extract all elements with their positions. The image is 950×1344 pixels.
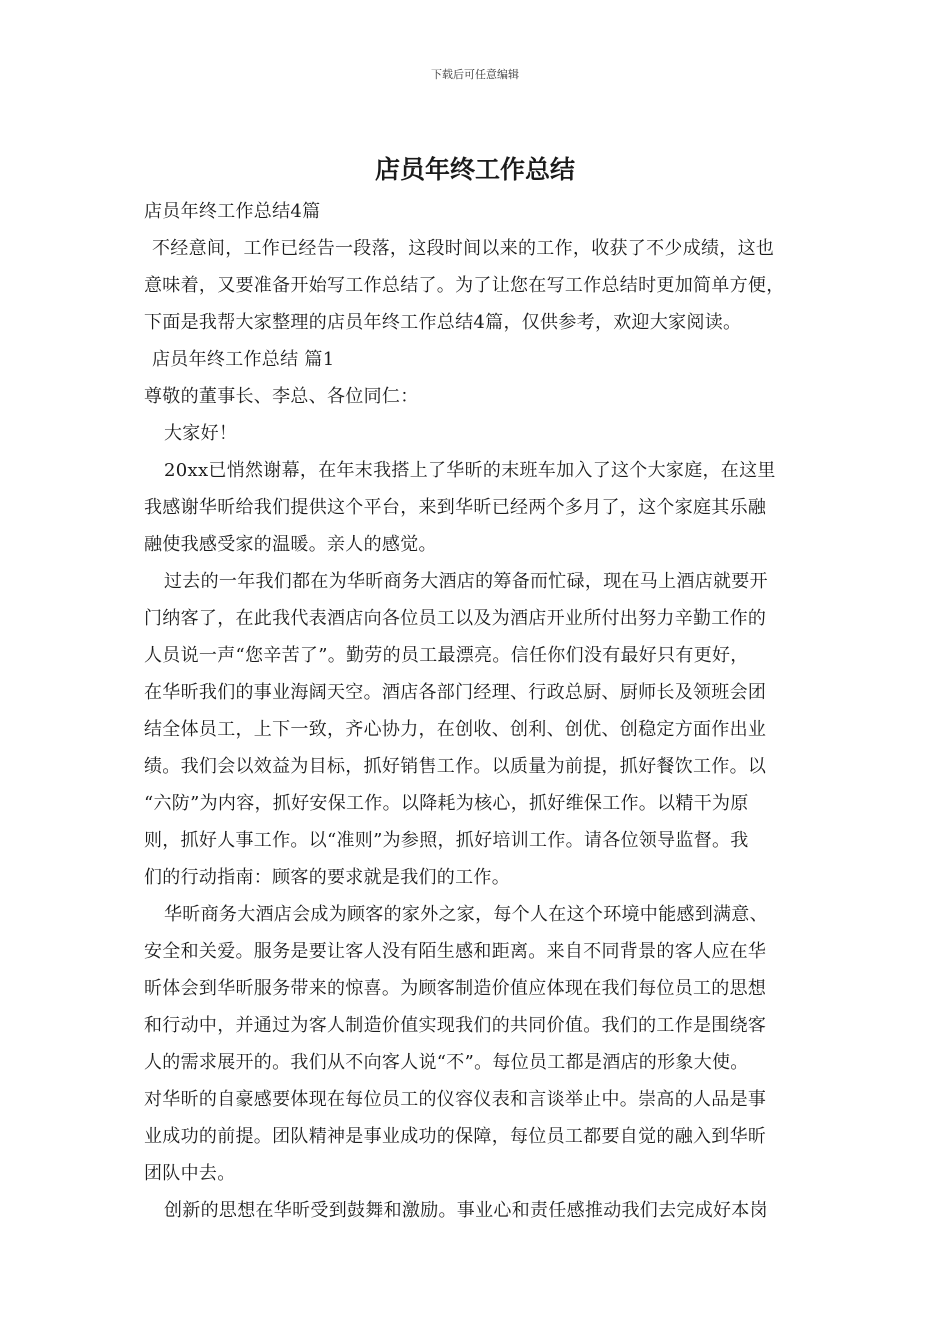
paragraph-line: 过去的一年我们都在为华昕商务大酒店的筹备而忙碌，现在马上酒店就要开	[164, 571, 768, 592]
paragraph-line: 门纳客了，在此我代表酒店向各位员工以及为酒店开业所付出努力辛勤工作的	[144, 608, 767, 629]
paragraph-line: 安全和关爱。服务是要让客人没有陌生感和距离。来自不同背景的客人应在华	[144, 941, 767, 962]
paragraph-line: 我感谢华昕给我们提供这个平台，来到华昕已经两个多月了，这个家庭其乐融	[144, 497, 767, 518]
document-body	[144, 193, 824, 1229]
salutation: 尊敬的董事长、李总、各位同仁：	[144, 386, 419, 407]
paragraph-line: 团队中去。	[144, 1163, 236, 1184]
paragraph-line: 和行动中，并通过为客人制造价值实现我们的共同价值。我们的工作是围绕客	[144, 1015, 767, 1036]
section-heading: 店员年终工作总结 篇1	[152, 349, 335, 370]
paragraph-line: 对华昕的自豪感要体现在每位员工的仪容仪表和言谈举止中。崇高的人品是事	[144, 1089, 767, 1110]
paragraph-line: 创新的思想在华昕受到鼓舞和激励。事业心和责任感推动我们去完成好本岗	[164, 1200, 768, 1221]
paragraph-line: 们的行动指南：顾客的要求就是我们的工作。	[144, 867, 510, 888]
intro-line: 意味着，又要准备开始写工作总结了。为了让您在写工作总结时更加简单方便，	[144, 275, 785, 296]
paragraph-line: 在华昕我们的事业海阔天空。酒店各部门经理、行政总厨、厨师长及领班会团	[144, 682, 767, 703]
paragraph-line: 结全体员工，上下一致，齐心协力，在创收、创利、创优、创稳定方面作出业	[144, 719, 767, 740]
paragraph-line: 则，抓好人事工作。以“准则”为参照，抓好培训工作。请各位领导监督。我	[144, 830, 749, 851]
paragraph-line: 华昕商务大酒店会成为顾客的家外之家，每个人在这个环境中能感到满意、	[164, 904, 768, 925]
document-title: 店员年终工作总结	[374, 155, 575, 184]
paragraph-line: 人的需求展开的。我们从不向客人说“不”。每位员工都是酒店的形象大使。	[144, 1052, 749, 1073]
paragraph-line: “六防”为内容，抓好安保工作。以降耗为核心，抓好维保工作。以精干为原	[144, 793, 749, 814]
paragraph-line: 绩。我们会以效益为目标，抓好销售工作。以质量为前提，抓好餐饮工作。以	[144, 756, 767, 777]
intro-line: 下面是我帮大家整理的店员年终工作总结4篇，仅供参考，欢迎大家阅读。	[144, 312, 742, 333]
paragraph-line: 昕体会到华昕服务带来的惊喜。为顾客制造价值应体现在我们每位员工的思想	[144, 978, 767, 999]
document-subtitle: 店员年终工作总结4篇	[144, 201, 321, 222]
paragraph-line: 人员说一声“您辛苦了”。勤劳的员工最漂亮。信任你们没有最好只有更好，	[144, 645, 749, 666]
paragraph-line: 业成功的前提。团队精神是事业成功的保障，每位员工都要自觉的融入到华昕	[144, 1126, 767, 1147]
paragraph-line: 20xx已悄然谢幕，在年末我搭上了华昕的末班车加入了这个大家庭，在这里	[164, 460, 776, 481]
greeting: 大家好！	[164, 423, 238, 444]
page-header-note: 下载后可任意编辑	[431, 68, 519, 81]
intro-line: 不经意间，工作已经告一段落，这段时间以来的工作，收获了不少成绩，这也	[152, 238, 775, 259]
paragraph-line: 融使我感受家的温暖。亲人的感觉。	[144, 534, 437, 555]
